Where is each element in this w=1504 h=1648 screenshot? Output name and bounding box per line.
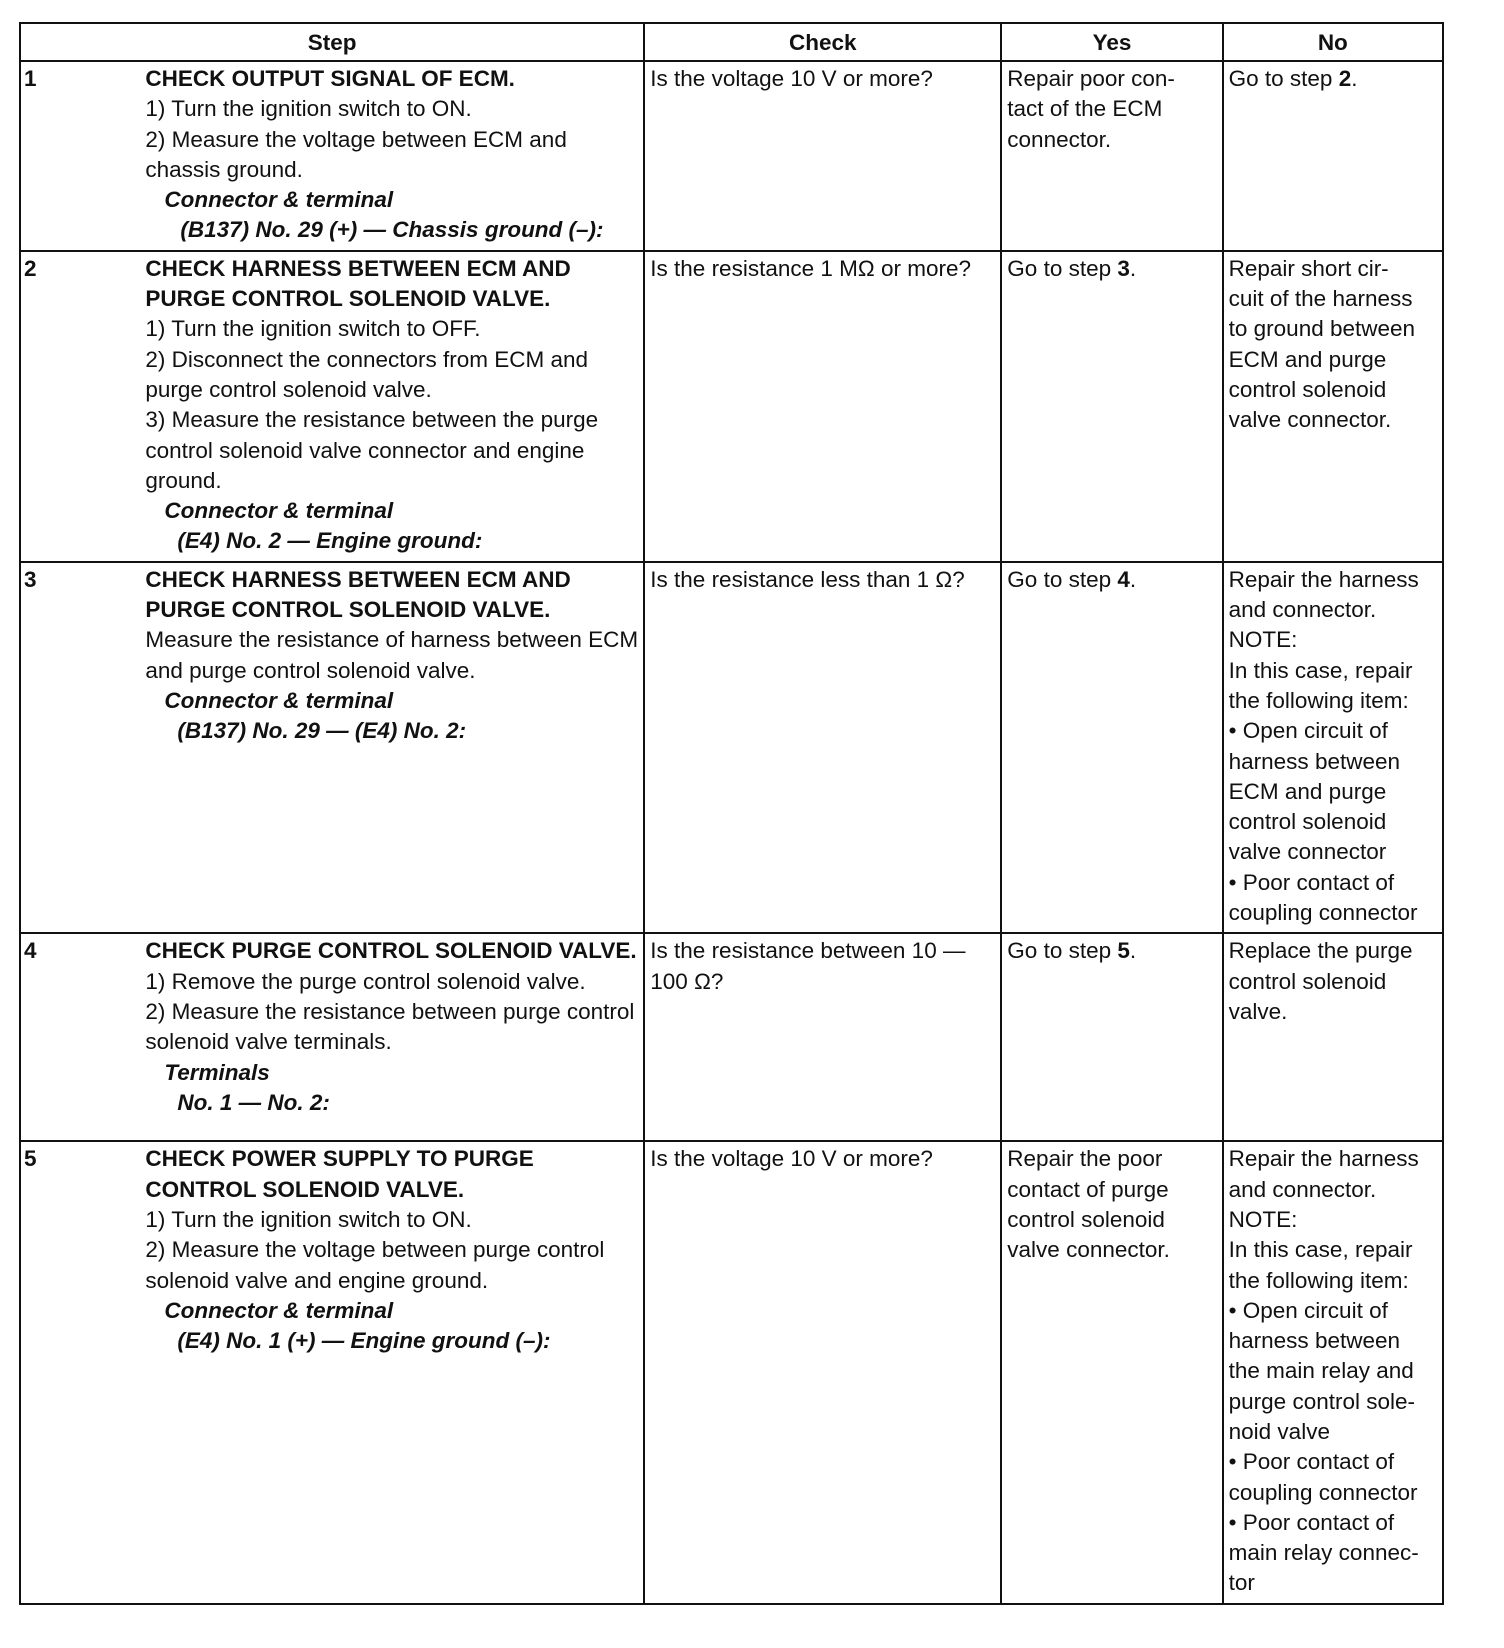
no-line: • Poor contact of (1228, 1449, 1395, 1475)
no-line: • Open circuit of (1228, 718, 1388, 744)
yes-text: Go to step (1007, 566, 1118, 592)
step-cell (139, 562, 644, 934)
connector-value: (E4) No. 2 — Engine ground: (177, 528, 483, 554)
connector-label: Connector & terminal (164, 1297, 394, 1323)
no-cell (1223, 562, 1443, 934)
no-line: coupling connector (1228, 1479, 1418, 1505)
table-row (20, 1141, 1443, 1603)
step-title: CHECK POWER SUPPLY TO PURGE CONTROL SOLENOID VALVE. (145, 1146, 534, 1202)
no-line: control solenoid (1228, 809, 1387, 835)
header-check: Check (644, 23, 1001, 61)
yes-text: Go to step (1007, 938, 1118, 964)
no-line: coupling connector (1228, 900, 1418, 926)
no-line: In this case, repair (1228, 657, 1413, 683)
no-cell (1223, 1141, 1443, 1603)
yes-line: valve connector. (1007, 1237, 1170, 1263)
yes-suffix: . (1129, 938, 1137, 964)
no-line: the main relay and (1228, 1358, 1414, 1384)
connector-label: Connector & terminal (164, 498, 394, 524)
step-title: CHECK HARNESS BETWEEN ECM AND PURGE CONTROL SOLENOID VALVE. (145, 255, 571, 312)
no-line: control solenoid (1228, 376, 1387, 402)
no-line: • Poor contact of (1228, 869, 1395, 895)
no-line: NOTE: (1228, 1206, 1298, 1232)
yes-cell (1001, 1141, 1222, 1603)
yes-line: connector. (1007, 126, 1112, 152)
check-cell: Is the voltage 10 V or more? (644, 61, 1001, 251)
check-cell: Is the resistance less than 1 Ω? (644, 562, 1001, 934)
no-line: Repair the harness (1228, 1146, 1419, 1172)
header-no: No (1223, 23, 1443, 61)
yes-suffix: . (1129, 255, 1137, 281)
step-line: 3) Measure the resistance between the purge control solenoid valve connector and engine ground. (145, 407, 599, 493)
step-line: 1) Remove the purge control solenoid valve. (145, 968, 586, 994)
yes-line: Repair the poor (1007, 1146, 1163, 1172)
terminals-label: Terminals (164, 1059, 270, 1085)
yes-step-ref: 5 (1117, 938, 1130, 964)
no-line: Replace the purge (1228, 938, 1413, 964)
no-line: cuit of the harness (1228, 286, 1413, 312)
connector-label: Connector & terminal (164, 687, 394, 713)
no-line: ECM and purge (1228, 778, 1387, 804)
no-line: valve. (1228, 998, 1288, 1024)
step-line: 1) Turn the ignition switch to OFF. (145, 316, 481, 342)
step-line: 1) Turn the ignition switch to ON. (145, 1206, 472, 1232)
connector-label: Connector & terminal (164, 187, 394, 213)
no-line: and connector. (1228, 597, 1377, 623)
terminals-value: No. 1 — No. 2: (177, 1089, 330, 1115)
no-line: valve connector (1228, 839, 1387, 865)
step-line: 2) Measure the voltage between ECM and chassis ground. (145, 126, 567, 182)
check-cell: Is the resistance between 10 — 100 Ω? (644, 933, 1001, 1141)
step-cell (139, 933, 644, 1141)
no-line: NOTE: (1228, 627, 1298, 653)
no-line: the following item: (1228, 1267, 1409, 1293)
no-line: • Poor contact of (1228, 1509, 1395, 1535)
step-number: 4 (20, 933, 139, 1141)
yes-line: control solenoid (1007, 1206, 1165, 1232)
step-number: 5 (20, 1141, 139, 1603)
step-number: 2 (20, 251, 139, 562)
no-line: harness between (1228, 1328, 1401, 1354)
yes-cell (1001, 61, 1222, 251)
no-line: valve connector. (1228, 407, 1392, 433)
yes-step-ref: 3 (1117, 255, 1130, 281)
no-line: the following item: (1228, 687, 1409, 713)
no-text: Go to step (1228, 66, 1339, 91)
step-title: CHECK PURGE CONTROL SOLENOID VALVE. (145, 938, 637, 964)
no-line: ECM and purge (1228, 346, 1387, 372)
no-line: main relay connec- (1228, 1540, 1419, 1566)
check-cell: Is the resistance 1 MΩ or more? (644, 251, 1001, 562)
diagnostic-table (19, 22, 1444, 1605)
step-title: CHECK OUTPUT SIGNAL OF ECM. (145, 66, 515, 91)
no-line: noid valve (1228, 1418, 1330, 1444)
step-line: Measure the resistance of harness between ECM and purge control solenoid valve. (145, 627, 639, 683)
header-yes: Yes (1001, 23, 1222, 61)
step-number: 1 (20, 61, 139, 251)
step-cell (139, 251, 644, 562)
no-line: Repair short cir- (1228, 255, 1389, 281)
step-title: CHECK HARNESS BETWEEN ECM AND PURGE CONTROL SOLENOID VALVE. (145, 566, 571, 623)
table-row (20, 61, 1443, 251)
step-number: 3 (20, 562, 139, 934)
connector-value: (B137) No. 29 (+) — Chassis ground (–): (180, 217, 604, 243)
no-line: • Open circuit of (1228, 1297, 1388, 1323)
step-line: 2) Measure the resistance between purge control solenoid valve terminals. (145, 998, 635, 1055)
step-line: 2) Measure the voltage between purge control solenoid valve and engine ground. (145, 1237, 605, 1293)
connector-value: (E4) No. 1 (+) — Engine ground (–): (177, 1328, 551, 1354)
yes-line: contact of purge (1007, 1176, 1169, 1202)
no-line: In this case, repair (1228, 1237, 1413, 1263)
yes-step-ref: 4 (1117, 566, 1130, 592)
yes-suffix: . (1129, 566, 1137, 592)
no-line: and connector. (1228, 1176, 1377, 1202)
step-line: 2) Disconnect the connectors from ECM and purge control solenoid valve. (145, 346, 589, 402)
no-line: tor (1228, 1570, 1255, 1596)
yes-line: Repair poor con- (1007, 66, 1175, 91)
step-line: 1) Turn the ignition switch to ON. (145, 96, 472, 122)
no-step-ref: 2 (1338, 66, 1352, 91)
step-cell (139, 1141, 644, 1603)
connector-value: (B137) No. 29 — (E4) No. 2: (177, 718, 467, 744)
no-cell (1223, 61, 1443, 251)
yes-cell (1001, 251, 1222, 562)
table-row (20, 251, 1443, 562)
yes-text: Go to step (1007, 255, 1118, 281)
header-row (20, 23, 1443, 61)
yes-line: tact of the ECM (1007, 96, 1163, 122)
no-line: purge control sole- (1228, 1388, 1415, 1414)
no-suffix: . (1351, 66, 1358, 91)
no-line: harness between (1228, 748, 1401, 774)
yes-cell (1001, 933, 1222, 1141)
table-row (20, 933, 1443, 1141)
no-line: control solenoid (1228, 968, 1387, 994)
table-row (20, 562, 1443, 934)
no-line: Repair the harness (1228, 566, 1419, 592)
no-line: to ground between (1228, 316, 1416, 342)
yes-cell (1001, 562, 1222, 934)
no-cell (1223, 251, 1443, 562)
step-cell (139, 61, 644, 251)
header-step: Step (20, 23, 644, 61)
no-cell (1223, 933, 1443, 1141)
check-cell: Is the voltage 10 V or more? (644, 1141, 1001, 1603)
